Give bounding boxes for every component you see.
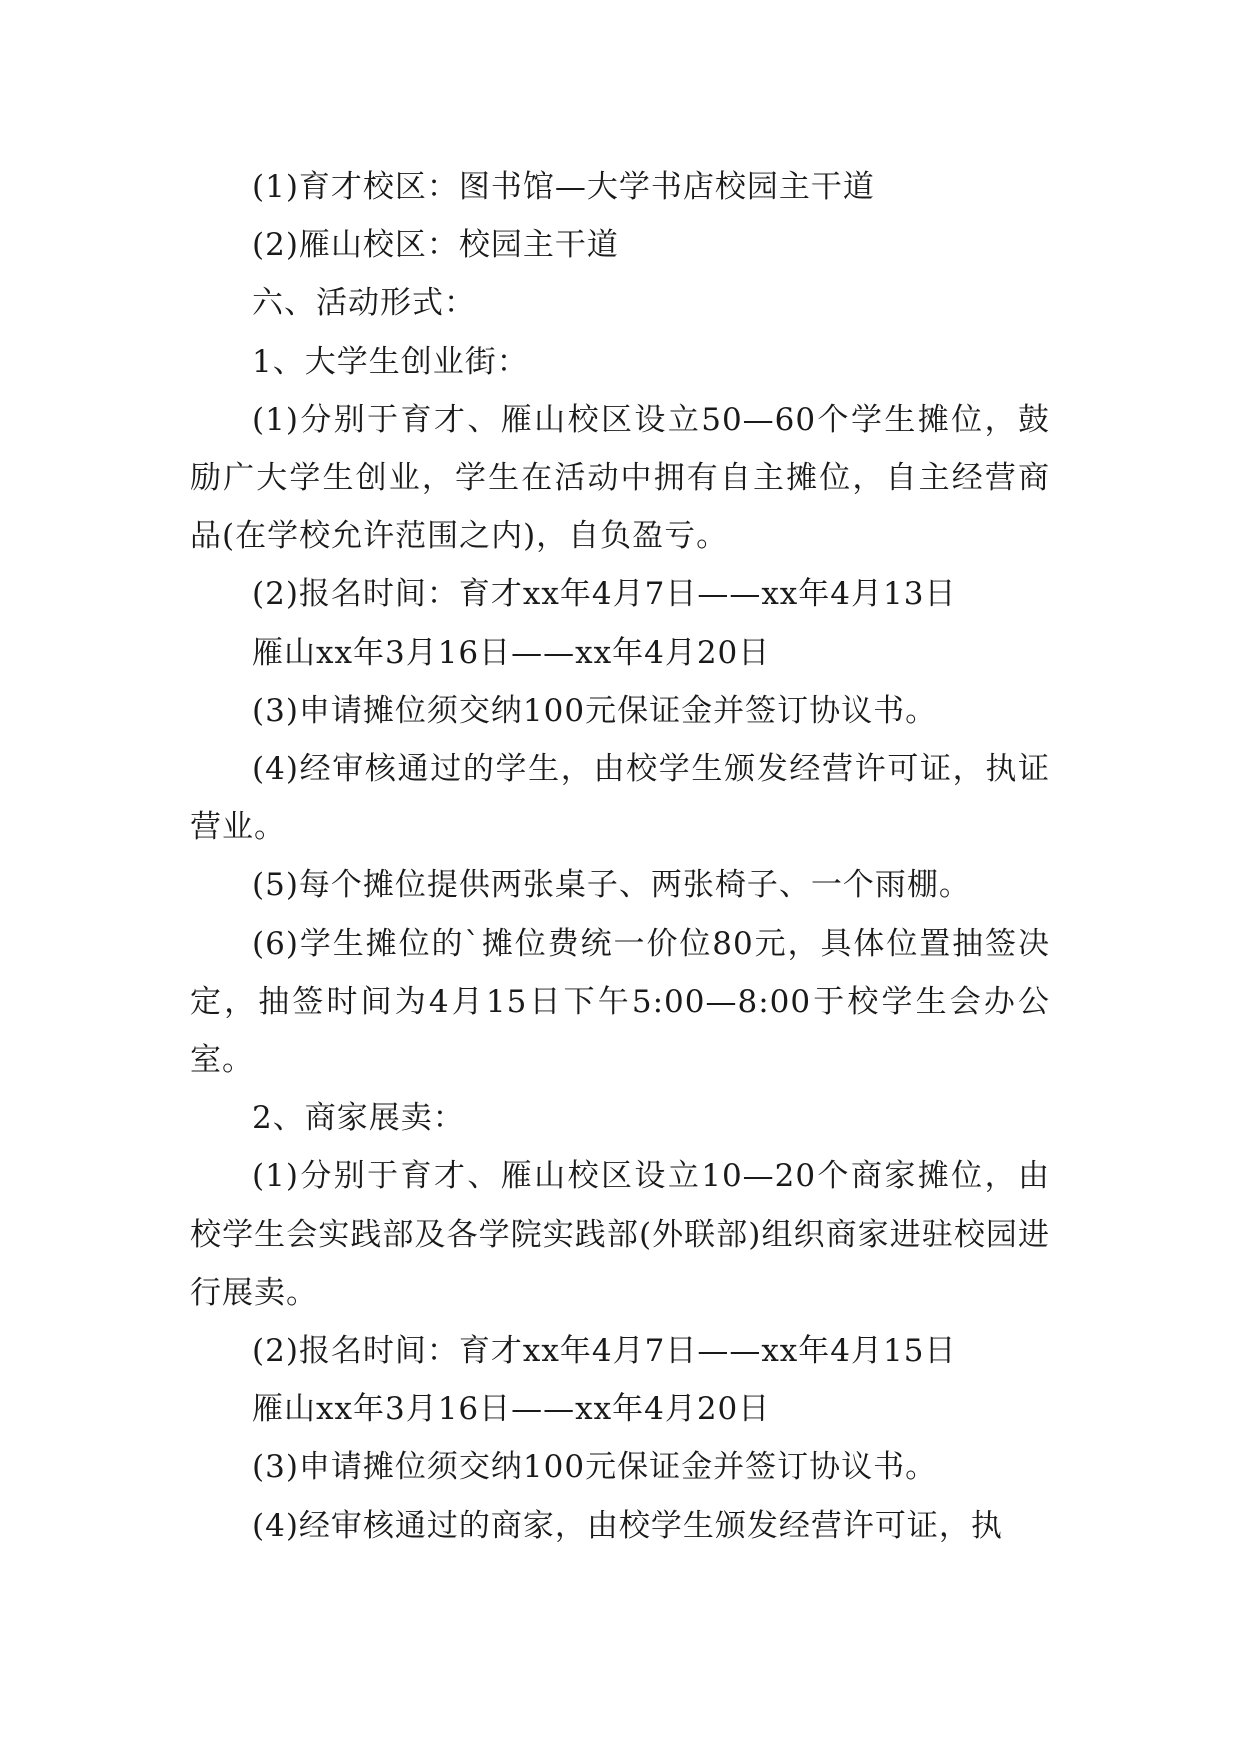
- paragraph-merchant-license: (4)经审核通过的商家，由校学生颁发经营许可证，执: [252, 1507, 1003, 1544]
- paragraph-yucai-campus-route: (1)育才校区：图书馆—大学书店校园主干道: [252, 169, 875, 205]
- paragraph-stall-fee: (6)学生摊位的`摊位费统一价位80元，具体位置抽签决定，抽签时间为4月15日下午5:00—8:00于校学生会办公室。: [190, 925, 1050, 1079]
- paragraph-student-registration-yucai: (2)报名时间：育才xx年4月7日——xx年4月13日: [252, 576, 957, 613]
- paragraph-merchant-registration-yucai: (2)报名时间：育才xx年4月7日——xx年4月15日: [252, 1333, 957, 1370]
- paragraph-yanshan-campus-route: (2)雁山校区：校园主干道: [252, 227, 619, 264]
- paragraph-student-deposit: (3)申请摊位须交纳100元保证金并签订协议书。: [252, 692, 938, 729]
- paragraph-stall-equipment: (5)每个摊位提供两张桌子、两张椅子、一个雨棚。: [252, 867, 971, 904]
- section-heading-activity-form: 六、活动形式：: [252, 285, 476, 322]
- subsection-heading-merchant-exhibition: 2、商家展卖：: [252, 1100, 465, 1137]
- document-body: [190, 158, 1050, 1555]
- paragraph-merchant-stalls: (1)分别于育才、雁山校区设立10—20个商家摊位，由校学生会实践部及各学院实践部(外联部)组织商家进驻校园进行展卖。: [190, 1158, 1050, 1311]
- subsection-heading-student-business-street: 1、大学生创业街：: [252, 343, 529, 380]
- paragraph-student-registration-yanshan: 雁山xx年3月16日——xx年4月20日: [252, 634, 771, 671]
- paragraph-student-license: (4)经审核通过的学生，由校学生颁发经营许可证，执证营业。: [190, 751, 1050, 846]
- paragraph-merchant-deposit: (3)申请摊位须交纳100元保证金并签订协议书。: [252, 1449, 938, 1486]
- paragraph-merchant-registration-yanshan: 雁山xx年3月16日——xx年4月20日: [252, 1391, 771, 1428]
- paragraph-student-stalls: (1)分别于育才、雁山校区设立50—60个学生摊位，鼓励广大学生创业，学生在活动中拥有自主摊位，自主经营商品(在学校允许范围之内)，自负盈亏。: [190, 401, 1050, 555]
